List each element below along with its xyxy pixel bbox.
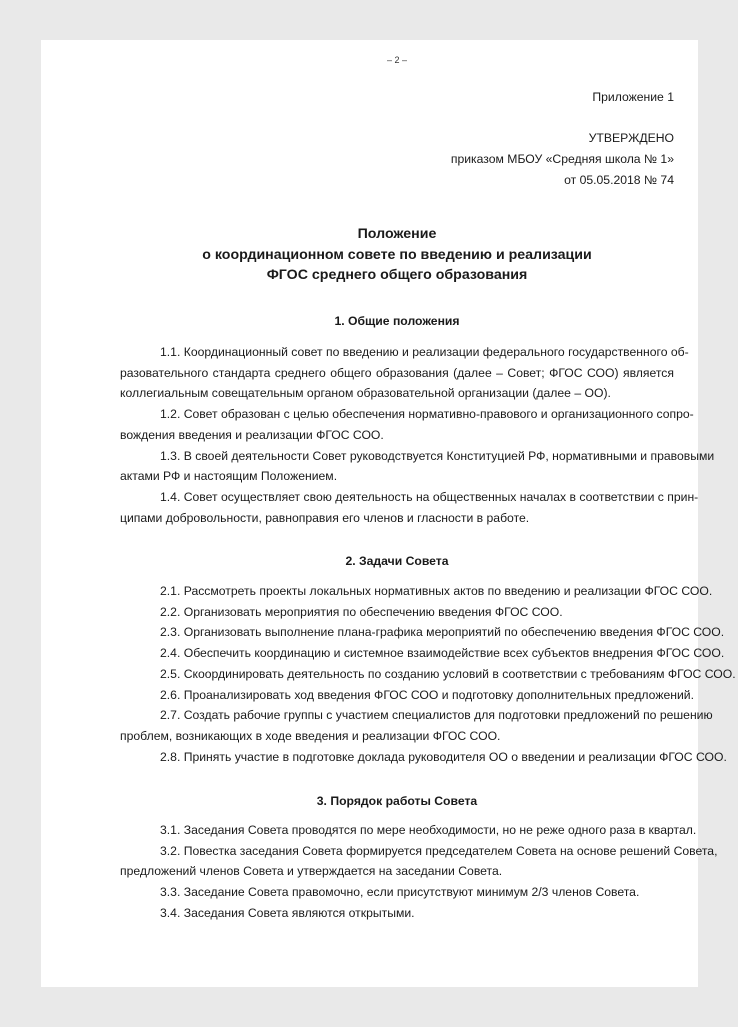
document-title xyxy=(120,224,674,286)
paragraph-line: 2.1. Рассмотреть проекты локальных нормативных актов по введению и реализации ФГОС СОО. xyxy=(160,584,713,598)
paragraph xyxy=(120,602,674,623)
paragraph-line: 2.6. Проанализировать ход введения ФГОС СОО и подготовку дополнительных предложений. xyxy=(160,687,694,702)
paragraph-line: 1.3. В своей деятельности Совет руководствуется Конституцией РФ, нормативными и правовыми xyxy=(160,448,715,463)
paragraph xyxy=(120,622,725,643)
section-heading: 2. Задачи Совета xyxy=(345,554,449,568)
paragraph-line: 1.4. Совет осуществляет свою деятельность на общественных началах в соответствии с прин- xyxy=(160,489,699,504)
paragraph xyxy=(120,446,715,487)
paragraph xyxy=(120,342,689,404)
paragraph-line: 2.2. Организовать мероприятия по обеспечению введения ФГОС СОО. xyxy=(160,604,563,619)
title-line-1: Положение xyxy=(357,226,437,242)
paragraph xyxy=(120,820,697,841)
paragraph-line: 3.2. Повестка заседания Совета формируется председателем Совета на основе решений Совета, xyxy=(160,843,718,858)
section-heading: 3. Порядок работы Совета xyxy=(316,794,478,808)
paragraph xyxy=(120,747,727,768)
section-body xyxy=(120,581,736,767)
paragraph-line: 2.4. Обеспечить координацию и системное взаимодействие всех субъектов внедрения ФГОС СОО. xyxy=(160,646,725,661)
paragraph xyxy=(120,664,736,685)
paragraph-line: 3.1. Заседания Совета проводятся по мере необходимости, но не реже одного раза в квартал. xyxy=(160,823,697,837)
paragraph xyxy=(120,705,713,746)
paragraph-line: 1.1. Координационный совет по введению и реализации федерального государственного об- xyxy=(160,345,689,359)
paragraph-line: предложений членов Совета и утверждается на заседании Совета. xyxy=(120,864,503,879)
paragraph-line: вождения введения и реализации ФГОС СОО. xyxy=(120,427,384,442)
paragraph-line: разовательного стандарта среднего общего образования (далее – Совет; ФГОС СОО) является xyxy=(120,365,674,380)
paragraph-line: 2.7. Создать рабочие группы с участием специалистов для подготовки предложений по решению xyxy=(160,708,713,723)
paragraph-line: актами РФ и настоящим Положением. xyxy=(120,469,338,484)
paragraph xyxy=(120,487,699,528)
paragraph xyxy=(120,643,725,664)
paragraph-line: 3.4. Заседания Совета являются открытыми. xyxy=(160,905,415,920)
paragraph-line: 1.2. Совет образован с целью обеспечения нормативно-правового и организационного сопро- xyxy=(160,407,694,422)
paragraph-line: коллегиальным совещательным органом образовательной организации (далее – ОО). xyxy=(120,386,611,401)
paragraph xyxy=(120,685,694,706)
paragraph-line: 3.3. Заседание Совета правомочно, если присутствуют минимум 2/3 членов Совета. xyxy=(160,885,640,900)
order-reference: приказом МБОУ «Средняя школа № 1» xyxy=(450,152,674,166)
paragraph xyxy=(120,882,674,903)
paragraph-line: 2.3. Организовать выполнение плана-графика мероприятий по обеспечению введения ФГОС СОО. xyxy=(160,625,725,640)
page-number: – 2 – xyxy=(386,55,408,65)
appendix-label: Приложение 1 xyxy=(592,90,674,104)
paragraph xyxy=(120,841,718,882)
paragraph-line: проблем, возникающих в ходе введения и реализации ФГОС СОО. xyxy=(120,728,501,743)
section-body xyxy=(120,342,715,528)
title-line-3: ФГОС среднего общего образования xyxy=(266,267,528,283)
paragraph xyxy=(120,581,713,602)
paragraph xyxy=(120,404,694,445)
title-line-2: о координационном совете по введению и реализации xyxy=(202,246,592,263)
approved-label: УТВЕРЖДЕНО xyxy=(588,131,674,145)
order-date: от 05.05.2018 № 74 xyxy=(564,173,674,187)
paragraph-line: 2.8. Принять участие в подготовке доклада руководителя ОО о введении и реализации ФГОС СОО. xyxy=(160,749,727,764)
paragraph xyxy=(120,903,674,924)
paragraph-line: 2.5. Скоординировать деятельность по созданию условий в соответствии с требованиям ФГОС СОО. xyxy=(160,666,736,681)
section-heading: 1. Общие положения xyxy=(334,314,460,328)
section-body xyxy=(120,820,718,924)
document-page xyxy=(41,40,736,987)
paragraph-line: ципами добровольности, равноправия его членов и гласности в работе. xyxy=(120,510,530,525)
